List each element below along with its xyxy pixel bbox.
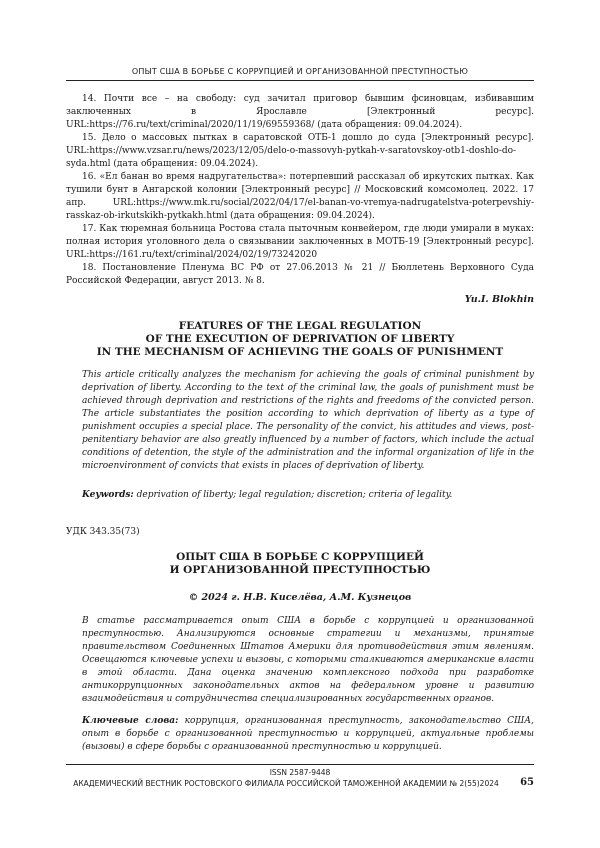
russian-abstract: В статье рассматривается опыт США в борьбе с коррупцией и организованной преступностью. Анализируются основные стратегии и механизмы, принятые правительством Соединенных Штатов Америки для противодействия этим явлениям. Освещаются ключевые успехи и вызовы, с которыми сталкиваются американские власти в этой области. Дана оценка значению комплексного подхода при разработке антикоррупционных законодательных актов на федеральном уровне и развитию взаимодействия и сотрудничества специализированных государственных органов. [82,616,534,704]
reference-item: 16. «Ел банан во время надругательства»: потерпевший рассказал об иркутских пытках. Как тушили бунт в Ангарской колонии [Электронный ресурс] // Московский комсомолец. 2022. 17 апр. URL:https://www.mk.ru/social/2022/04/17/el-banan-vo-vremya-nadrugatelstva-poterpevshiy-rasskaz-ob-irkutskikh-pytkakh.html (дата обращения: 09.04.2024). [66,172,534,221]
russian-title [66,551,534,577]
header-divider [66,80,534,81]
english-author: Yu.I. Blokhin [464,294,534,305]
udc-code: УДК 343.35(73) [66,527,140,537]
english-title [66,320,534,359]
reference-item: 18. Постановление Пленума ВС РФ от 27.06.2013 № 21 // Бюллетень Верховного Суда Российской Федерации, август 2013. № 8. [66,263,534,286]
running-header: ОПЫТ США В БОРЬБЕ С КОРРУПЦИЕЙ И ОРГАНИЗОВАННОЙ ПРЕСТУПНОСТЬЮ [131,67,469,76]
reference-list [66,93,534,288]
english-title-line: OF THE EXECUTION OF DEPRIVATION OF LIBERTY [145,333,455,345]
english-title-line: FEATURES OF THE LEGAL REGULATION [178,320,422,332]
english-keywords-label: Keywords: [82,490,134,500]
reference-item: 15. Дело о массовых пытках в саратовской ОТБ-1 дошло до суда [Электронный ресурс]. URL:https://www.vzsar.ru/news/2023/12/05/delo-o-massovyh-pytkah-v-saratovskoy-otb1-doshlo-do-syda.html (дата обращения: 09.04.2024). [66,133,534,169]
russian-keywords-text: коррупция, организованная преступность, законодательство США, опыт в борьбе с организованной преступностью и коррупцией, актуальные проблемы (вызовы) в сфере борьбы с организованной преступностью и коррупцией. [82,716,534,752]
russian-title-line: И ОРГАНИЗОВАННОЙ ПРЕСТУПНОСТЬЮ [169,564,431,576]
english-abstract: This article critically analyzes the mechanism for achieving the goals of criminal punishment by deprivation of liberty. According to the text of the criminal law, the goals of punishment must be achieved through deprivation and restrictions of the rights and freedoms of the convicted person. The article substantiates the position according to which deprivation of liberty as a type of punishment occupies a special place. The personality of the convict, his attitudes and views, post-penitentiary behavior are also greatly influenced by a number of factors, which include the actual conditions of detention, the style of the administration and the informal organization of life in the microenvironment of convicts that exists in places of deprivation of liberty. [82,370,534,471]
english-keywords [82,489,534,502]
english-title-line: IN THE MECHANISM OF ACHIEVING THE GOALS OF PUNISHMENT [96,346,504,358]
reference-item: 14. Почти все – на свободу: суд зачитал приговор бывшим фсиновцам, избивавшим заключенных в Ярославле [Электронный ресурс]. URL:https://76.ru/text/criminal/2020/11/19/69559368/ (дата обращения: 09.04.2024). [66,94,534,130]
russian-authors: © 2024 г. Н.В. Киселёва, А.М. Кузнецов [188,592,412,603]
issn: ISSN 2587-9448 [269,768,331,777]
russian-title-line: ОПЫТ США В БОРЬБЕ С КОРРУПЦИЕЙ [176,551,424,563]
page-number: 65 [520,777,534,788]
english-keywords-text: deprivation of liberty; legal regulation; discretion; criteria of legality. [136,490,453,500]
russian-keywords-label: Ключевые слова: [82,716,179,726]
footer-divider [66,764,534,765]
reference-item: 17. Как тюремная больница Ростова стала пыточным конвейером, где люди умирали в муках: полная история уголовного дела о связывании заключенных в МОТБ-19 [Электронный ресурс]. URL:https://161.ru/text/criminal/2024/02/19/73242020 [66,224,534,260]
russian-keywords [82,715,534,754]
journal-name: АКАДЕМИЧЕСКИЙ ВЕСТНИК РОСТОВСКОГО ФИЛИАЛА РОССИЙСКОЙ ТАМОЖЕННОЙ АКАДЕМИИ № 2(55)2024 [73,779,499,788]
